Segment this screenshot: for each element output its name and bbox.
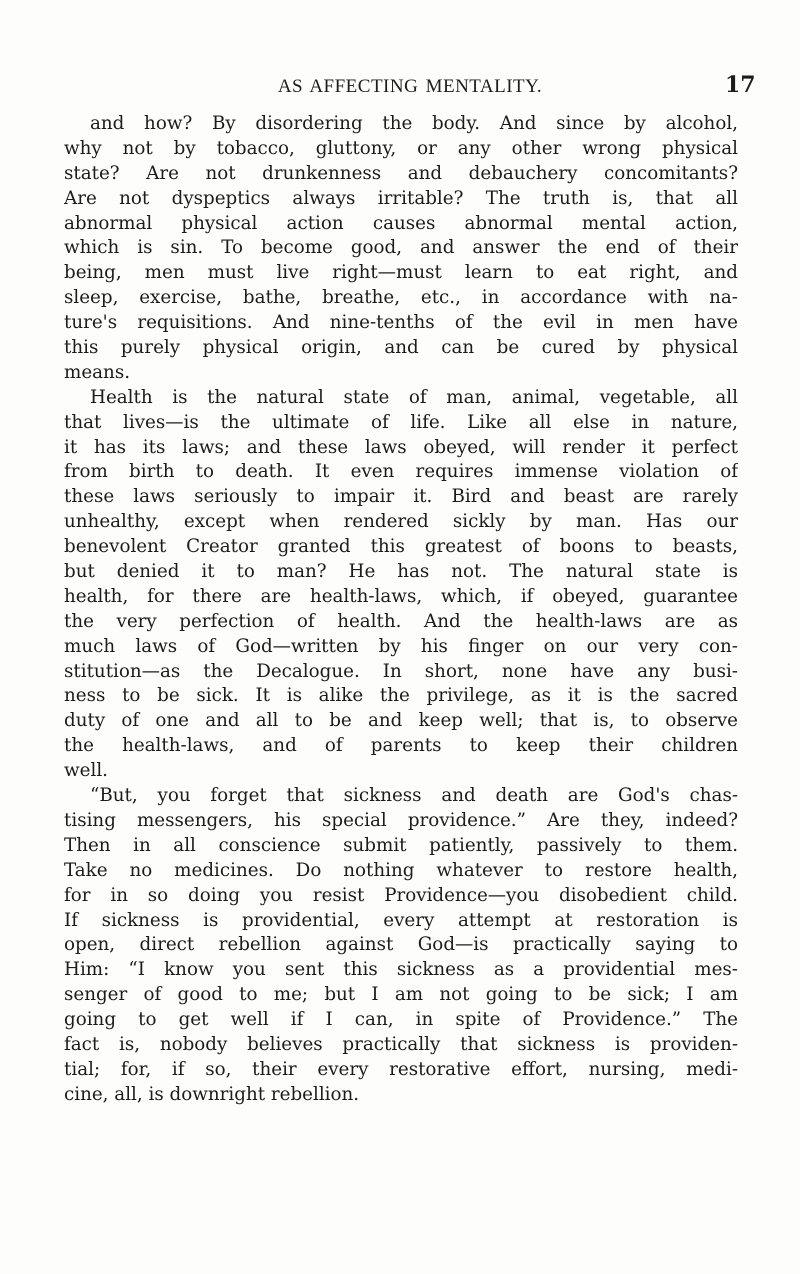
text-line: why not by tobacco, gluttony, or any other wrong physical bbox=[64, 137, 738, 159]
text-line: the health-laws, and of parents to keep their children bbox=[64, 735, 738, 757]
running-head: AS AFFECTING MENTALITY. bbox=[277, 76, 543, 97]
text-line: sleep, exercise, bathe, breathe, etc., in accordance with na- bbox=[64, 287, 738, 309]
text-line: Him: “I know you sent this sickness as a providential mes- bbox=[64, 959, 738, 981]
text-line: Health is the natural state of man, animal, vegetable, all bbox=[90, 386, 738, 408]
text-line: benevolent Creator granted this greatest of boons to beasts, bbox=[64, 536, 738, 558]
text-line: going to get well if I can, in spite of Providence.” The bbox=[64, 1009, 738, 1031]
text-line: If sickness is providential, every attempt at restoration is bbox=[64, 909, 738, 931]
text-line: well. bbox=[64, 760, 108, 782]
text-line: tising messengers, his special providence.” Are they, indeed? bbox=[64, 809, 738, 831]
text-line: Are not dyspeptics always irritable? The truth is, that all bbox=[64, 187, 738, 209]
text-line: which is sin. To become good, and answer the end of their bbox=[64, 237, 738, 259]
text-line: senger of good to me; but I am not going to be sick; I am bbox=[64, 984, 738, 1006]
text-line: duty of one and all to be and keep well; that is, to observe bbox=[64, 710, 738, 732]
text-line: cine, all, is downright rebellion. bbox=[64, 1083, 360, 1105]
page-number: 17 bbox=[725, 72, 756, 98]
text-line: health, for there are health-laws, which, if obeyed, guarantee bbox=[64, 585, 738, 607]
text-line: means. bbox=[64, 361, 131, 383]
text-line: Take no medicines. Do nothing whatever to restore health, bbox=[64, 859, 738, 881]
paragraph bbox=[64, 112, 738, 386]
text-line: that lives—is the ultimate of life. Like all else in nature, bbox=[64, 411, 738, 433]
text-line: these laws seriously to impair it. Bird and beast are rarely bbox=[64, 486, 738, 508]
text-line: from birth to death. It even requires immense violation of bbox=[64, 461, 738, 483]
text-line: unhealthy, except when rendered sickly by man. Has our bbox=[64, 511, 738, 533]
text-line: tial; for, if so, their every restorative effort, nursing, medi- bbox=[64, 1058, 738, 1080]
text-line: this purely physical origin, and can be cured by physical bbox=[64, 337, 738, 359]
text-line: fact is, nobody believes practically that sickness is providen- bbox=[64, 1033, 738, 1055]
text-line: but denied it to man? He has not. The natural state is bbox=[64, 561, 738, 583]
text-line: being, men must live right—must learn to eat right, and bbox=[64, 262, 738, 284]
text-line: much laws of God—written by his finger on our very con- bbox=[64, 635, 738, 657]
body-text bbox=[64, 112, 738, 1108]
text-line: ture's requisitions. And nine-tenths of the evil in men have bbox=[64, 312, 738, 334]
text-line: the very perfection of health. And the health-laws are as bbox=[64, 610, 738, 632]
paragraph bbox=[64, 386, 738, 784]
text-line: “But, you forget that sickness and death are God's chas- bbox=[90, 785, 738, 807]
text-line: state? Are not drunkenness and debauchery concomitants? bbox=[64, 162, 738, 184]
text-line: Then in all conscience submit patiently, passively to them. bbox=[64, 834, 738, 856]
paragraph bbox=[64, 784, 738, 1108]
text-line: for in so doing you resist Providence—you disobedient child. bbox=[64, 884, 738, 906]
text-line: stitution—as the Decalogue. In short, none have any busi- bbox=[64, 660, 738, 682]
text-line: ness to be sick. It is alike the privilege, as it is the sacred bbox=[64, 685, 738, 707]
text-line: abnormal physical action causes abnormal mental action, bbox=[64, 212, 738, 234]
text-line: and how? By disordering the body. And since by alcohol, bbox=[90, 113, 738, 134]
text-line: open, direct rebellion against God—is practically saying to bbox=[64, 934, 738, 956]
text-line: it has its laws; and these laws obeyed, will render it perfect bbox=[64, 436, 738, 458]
